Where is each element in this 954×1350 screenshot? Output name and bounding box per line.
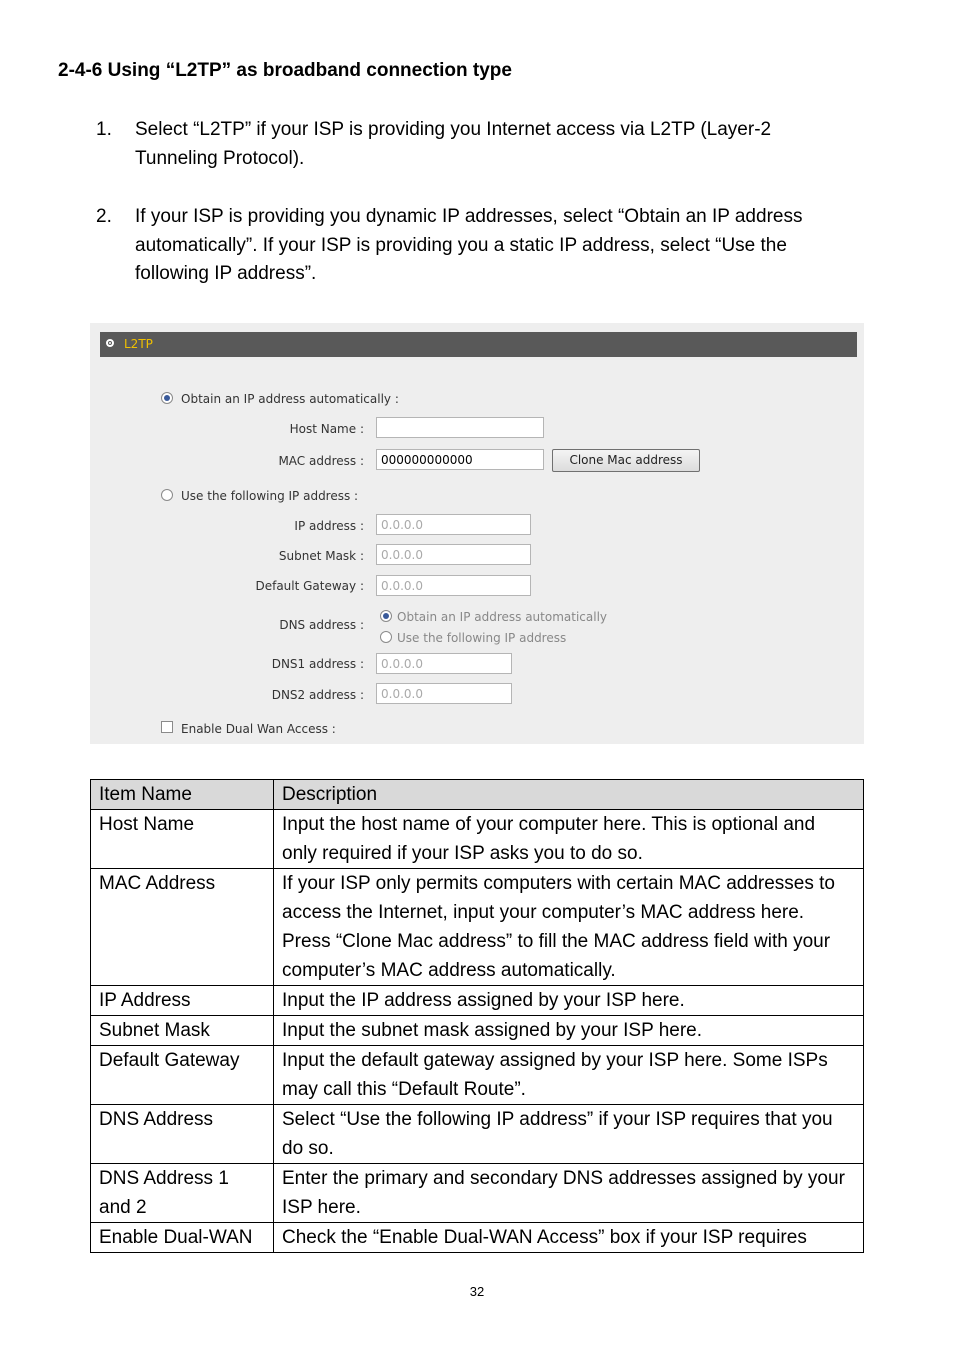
header-description: Description [274,780,864,810]
table-row [91,1046,864,1105]
item-name-cell: DNS Address 1 and 2 [91,1164,274,1223]
use-following-label: Use the following IP address : [181,489,359,503]
step-number: 1. [96,119,112,140]
section-heading: 2-4-6 Using “L2TP” as broadband connection type [58,60,512,81]
table-row [91,869,864,986]
default-gateway-label: Default Gateway : [255,579,364,593]
ip-address-label: IP address : [294,519,364,533]
description-cell: Check the “Enable Dual-WAN Access” box if your ISP requires [274,1223,864,1253]
description-cell: Input the subnet mask assigned by your ISP here. [274,1016,864,1046]
item-name-cell: MAC Address [91,869,274,986]
description-cell: Input the host name of your computer here. This is optional and only required if your ISP asks you to do so. [274,810,864,869]
table-row [91,986,864,1016]
description-cell: If your ISP only permits computers with certain MAC addresses to access the Internet, input your computer’s MAC address here. Press “Clone Mac address” to fill the MAC address field with your computer’s MAC address automatically. [274,869,864,986]
item-name-cell: IP Address [91,986,274,1016]
l2tp-title: L2TP [124,337,153,351]
item-name-cell: Host Name [91,810,274,869]
dns1-address-input[interactable]: 0.0.0.0 [376,653,512,674]
description-cell: Input the default gateway assigned by your ISP here. Some ISPs may call this “Default Route”. [274,1046,864,1105]
l2tp-settings-screenshot [90,323,864,744]
step-number: 2. [96,206,112,227]
step-text: Select “L2TP” if your ISP is providing you Internet access via L2TP (Layer-2 Tunneling Protocol). [135,119,772,169]
dns2-address-input[interactable]: 0.0.0.0 [376,683,512,704]
radio-icon [106,339,114,347]
l2tp-title-bar [100,332,857,357]
obtain-auto-radio[interactable] [161,392,173,404]
item-name-cell: DNS Address [91,1105,274,1164]
subnet-mask-input[interactable]: 0.0.0.0 [376,544,531,565]
dns-manual-label: Use the following IP address [397,631,567,645]
page-number: 32 [469,1284,485,1299]
item-description-table [90,779,864,1253]
use-following-radio[interactable] [161,489,173,501]
description-cell: Select “Use the following IP address” if your ISP requires that you do so. [274,1105,864,1164]
dns-manual-radio[interactable] [380,631,392,643]
dns-auto-radio[interactable] [380,610,392,622]
table-row [91,1164,864,1223]
dual-wan-checkbox[interactable] [161,721,173,733]
table-row [91,810,864,869]
dns-auto-label: Obtain an IP address automatically [397,610,608,624]
mac-address-label: MAC address : [278,454,364,468]
table-row [91,1223,864,1253]
item-name-cell: Default Gateway [91,1046,274,1105]
table-header-row [91,780,864,810]
table-row [91,1105,864,1164]
table-row [91,1016,864,1046]
item-name-cell: Enable Dual-WAN [91,1223,274,1253]
dns2-address-label: DNS2 address : [271,688,364,702]
clone-mac-button[interactable]: Clone Mac address [552,449,700,472]
description-cell: Input the IP address assigned by your ISP here. [274,986,864,1016]
host-name-input[interactable] [376,417,544,438]
default-gateway-input[interactable]: 0.0.0.0 [376,575,531,596]
header-item-name: Item Name [91,780,274,810]
obtain-auto-label: Obtain an IP address automatically : [181,392,399,406]
ip-address-input[interactable]: 0.0.0.0 [376,514,531,535]
item-name-cell: Subnet Mask [91,1016,274,1046]
host-name-label: Host Name : [289,422,364,436]
description-cell: Enter the primary and secondary DNS addresses assigned by your ISP here. [274,1164,864,1223]
dns1-address-label: DNS1 address : [271,657,364,671]
dual-wan-label: Enable Dual Wan Access : [181,722,336,736]
step-text: If your ISP is providing you dynamic IP addresses, select “Obtain an IP address automatically”. If your ISP is providing you a static IP address, select “Use the following IP address”. [135,206,803,284]
mac-address-input[interactable]: 000000000000 [376,449,544,470]
dns-address-label: DNS address : [279,618,364,632]
subnet-mask-label: Subnet Mask : [278,549,364,563]
